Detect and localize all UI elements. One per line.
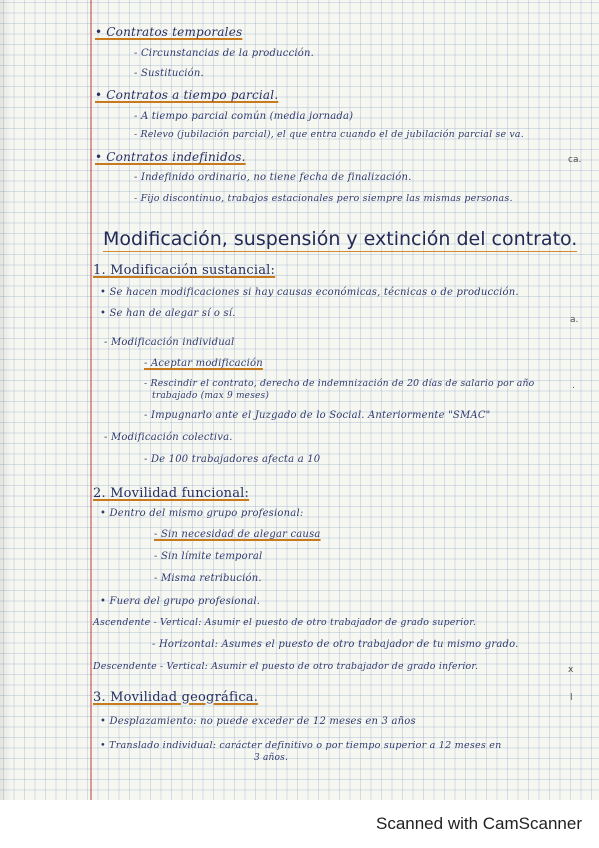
margin-mark: a. (570, 315, 579, 325)
section-heading-1: 1. Modificación sustancial: (93, 263, 276, 278)
note-line: - Circunstancias de la producción. (134, 48, 315, 59)
note-line: 3 años. (254, 753, 289, 763)
heading-contratos-indefinidos: • Contratos indefinidos. (95, 150, 246, 164)
note-line: - Horizontal: Asumes el puesto de otro trabajador de tu mismo grado. (152, 639, 519, 650)
heading-contratos-temporales: • Contratos temporales (95, 25, 243, 39)
note-line: • Se hacen modificaciones si hay causas económicas, técnicas o de producción. (100, 287, 519, 298)
note-line: Ascendente - Vertical: Asumir el puesto de otro trabajador de grado superior. (93, 617, 477, 628)
note-line: • Se han de alegar sí o sí. (100, 308, 236, 319)
note-line: • Fuera del grupo profesional. (100, 596, 261, 607)
note-line: - Sin límite temporal (154, 551, 263, 562)
margin-mark: . (572, 381, 575, 391)
margin-mark: x (568, 665, 574, 675)
margin-mark: l (570, 693, 573, 703)
note-line: • Desplazamiento: no puede exceder de 12 meses en 3 años (100, 716, 416, 727)
note-line: - A tiempo parcial común (media jornada) (134, 111, 354, 122)
section-title: Modificación, suspensión y extinción del contrato. (103, 228, 578, 250)
note-line: - Modificación individual (104, 337, 235, 348)
note-line: - Fijo discontinuo, trabajos estacionales pero siempre las mismas personas. (134, 193, 513, 204)
note-line: - Relevo (jubilación parcial), el que entra cuando el de jubilación parcial se va. (134, 129, 524, 140)
note-line: • Dentro del mismo grupo profesional: (100, 508, 304, 519)
scanner-watermark: Scanned with CamScanner (375, 814, 582, 833)
note-line: • Translado individual: carácter definitivo o por tiempo superior a 12 meses en (100, 740, 502, 751)
section-heading-3: 3. Movilidad geográfica. (93, 690, 259, 705)
note-line: - Sustitución. (134, 68, 204, 79)
note-line: - Modificación colectiva. (104, 432, 233, 443)
note-line: - Rescindir el contrato, derecho de indemnización de 20 días de salario por año (144, 378, 535, 389)
note-line: trabajado (max 9 meses) (152, 391, 270, 401)
note-line: - Misma retribución. (154, 573, 262, 584)
note-line: - Aceptar modificación (144, 358, 263, 369)
note-line: - Sin necesidad de alegar causa (154, 529, 321, 540)
margin-line (90, 0, 92, 800)
note-line: - Indefinido ordinario, no tiene fecha de finalización. (134, 172, 412, 183)
note-line: - De 100 trabajadores afecta a 10 (144, 454, 321, 465)
heading-contratos-parcial: • Contratos a tiempo parcial. (95, 88, 279, 102)
section-heading-2: 2. Movilidad funcional: (93, 486, 250, 501)
note-line: Descendente - Vertical: Asumir el puesto de otro trabajador de grado inferior. (93, 661, 479, 672)
note-line: - Impugnarlo ante el Juzgado de lo Social. Anteriormente "SMAC" (144, 410, 491, 421)
margin-mark: ca. (568, 155, 582, 165)
